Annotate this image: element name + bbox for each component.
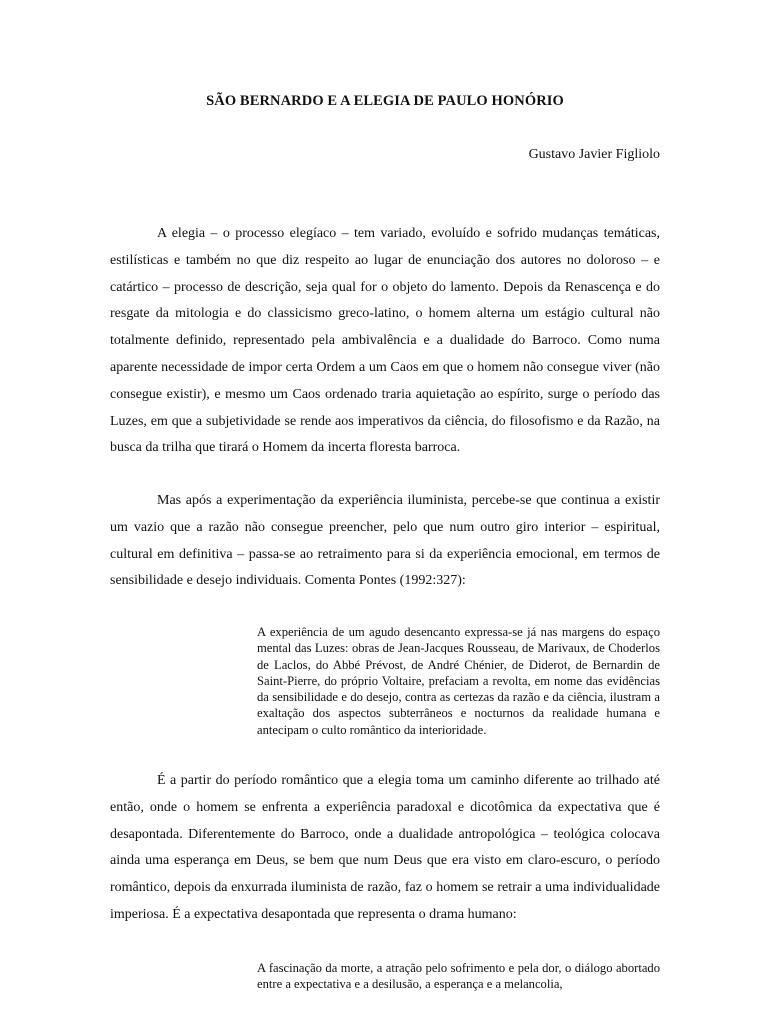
document-title: SÃO BERNARDO E A ELEGIA DE PAULO HONÓRIO xyxy=(206,93,564,109)
block-quote-1: A experiência de um agudo desencanto expressa-se já nas margens do espaço mental das Luzes: obras de Jean-Jacques Rousseau, de Marivaux, de Choderlos de Laclos, do Abbé Prévost, de André Chénier, de Diderot, de Bernardin de Saint-Pierre, do próprio Voltaire, prefaciam a revolta, em nome das evidências da sensibilidade e do desejo, contra as certezas da razão e da ciência, ilustram a exaltação dos aspectos subterrâneos e nocturnos da realidade humana e antecipam o culto romântico da interioridade. xyxy=(257,625,660,737)
author-name: Gustavo Javier Figliolo xyxy=(528,147,660,162)
block-quote-2: A fascinação da morte, a atração pelo sofrimento e pela dor, o diálogo abortado entre a expectativa e a desilusão, a esperança e a melancolia, xyxy=(257,961,660,992)
body-paragraph-1: A elegia – o processo elegíaco – tem variado, evoluído e sofrido mudanças temáticas, estilísticas e também no que diz respeito ao lugar de enunciação dos autores no doloroso – e catártico – processo de descrição, seja qual for o objeto do lamento. Depois da Renascença e do resgate da mitologia e do classicismo greco-latino, o homem alterna um estágio cultural não totalmente definido, representado pela ambivalência e a dualidade do Barroco. Como numa aparente necessidade de impor certa Ordem a um Caos em que o homem não consegue viver (não consegue existir), e mesmo um Caos ordenado traria aquietação ao espírito, surge o período das Luzes, em que a subjetividade se rende aos imperativos da ciência, do filosofismo e da Razão, na busca da trilha que tirará o Homem da incerta floresta barroca. xyxy=(110,226,660,456)
body-paragraph-2: Mas após a experimentação da experiência iluminista, percebe-se que continua a existir um vazio que a razão não consegue preencher, pelo que num outro giro interior – espiritual, cultural em definitiva – passa-se ao retraimento para si da experiência emocional, em termos de sensibilidade e desejo individuais. Comenta Pontes (1992:327): xyxy=(110,493,660,589)
body-paragraph-3: É a partir do período romântico que a elegia toma um caminho diferente ao trilhado até então, onde o homem se enfrenta a experiência paradoxal e dicotômica da expectativa que é desapontada. Diferentemente do Barroco, onde a dualidade antropológica – teológica colocava ainda uma esperança em Deus, se bem que num Deus que era visto em claro-escuro, o período romântico, depois da enxurrada iluminista de razão, faz o homem se retrair a uma individualidade imperiosa. É a expectativa desapontada que representa o drama humano: xyxy=(110,773,660,922)
